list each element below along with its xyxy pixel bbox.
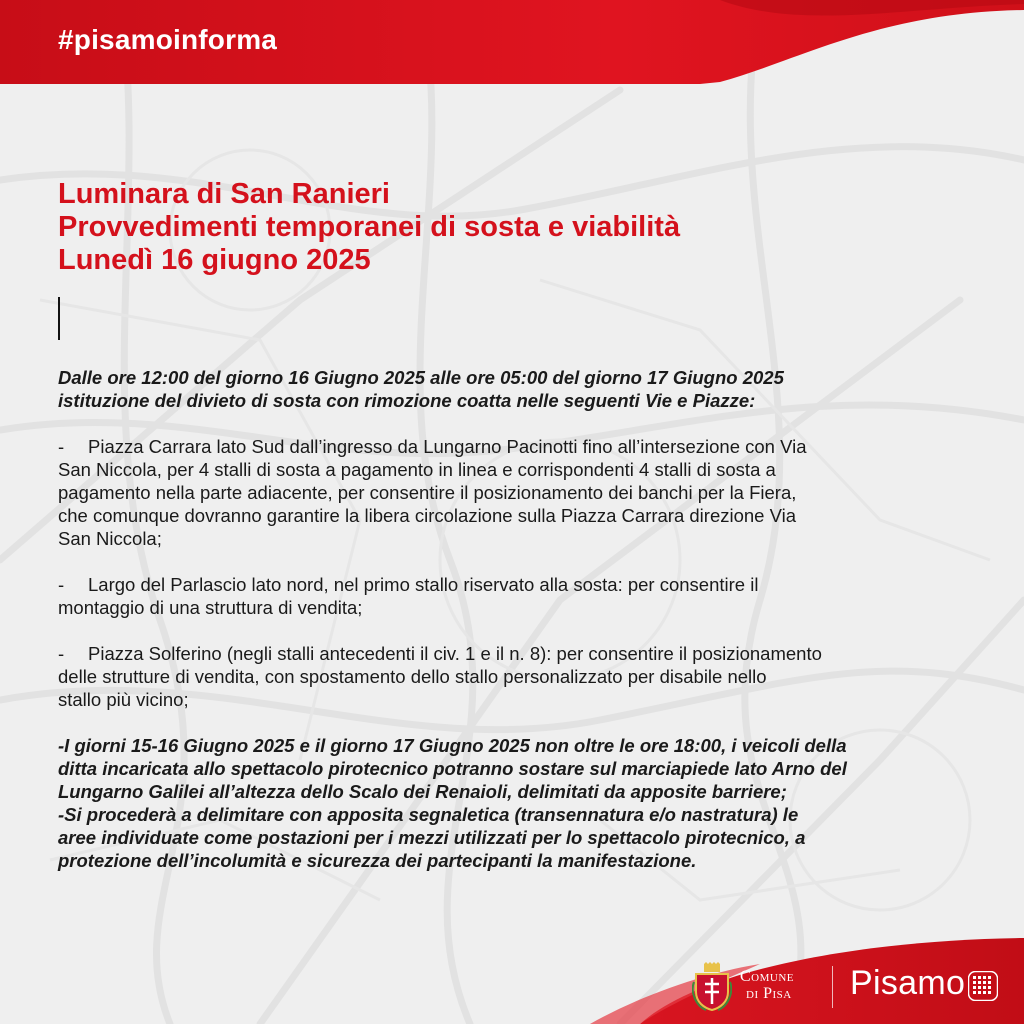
pisamo-grid-icon — [968, 971, 998, 1001]
text-line: che comunque dovranno garantire la libera circolazione sulla Piazza Carrara direzione Via — [58, 505, 797, 526]
text-line: aree individuate come postazioni per i mezzi utilizzati per lo spettacolo pirotecnico, a — [58, 827, 806, 848]
bullet-dash: - — [58, 574, 65, 595]
text-line: Piazza Carrara lato Sud dall’ingresso da Lungarno Pacinotti fino all’intersezione con Via — [88, 436, 807, 457]
text-line: delle strutture di vendita, con spostamento dello stallo personalizzato per disabile nello — [58, 666, 767, 687]
vertical-divider — [58, 297, 60, 340]
text-line: ditta incaricata allo spettacolo pirotecnico potranno sostare sul marciapiede lato Arno del — [58, 758, 847, 779]
notice-body — [58, 366, 968, 872]
intro-paragraph — [58, 366, 968, 412]
text-line: Piazza Solferino (negli stalli antecedenti il civ. 1 e il n. 8): per consentire il posizionamento — [88, 643, 822, 664]
title-line: Luminara di San Ranieri — [58, 178, 390, 210]
text-line: San Niccola, per 4 stalli di sosta a pagamento in linea e corrispondenti 4 stalli di sosta a — [58, 459, 776, 480]
list-item — [58, 573, 968, 619]
text-line: protezione dell’incolumità e sicurezza dei partecipanti la manifestazione. — [58, 850, 697, 871]
bullet-dash: - — [58, 436, 65, 457]
title-line: Lunedì 16 giugno 2025 — [58, 244, 371, 276]
text-line: stallo più vicino; — [58, 689, 189, 710]
comune-line: Comune — [740, 968, 795, 985]
comune-line: di Pisa — [746, 985, 792, 1002]
hashtag-label: #pisamoinforma — [58, 24, 278, 55]
text-line: Largo del Parlascio lato nord, nel primo stallo riservato alla sosta: per consentire il — [88, 574, 759, 595]
logo-separator — [832, 966, 833, 1008]
list-item — [58, 435, 968, 550]
pisa-coat-of-arms-icon — [692, 962, 732, 1012]
bullet-dash: - — [58, 643, 65, 664]
text-line: Lungarno Galilei all’altezza dello Scalo dei Renaioli, delimitati da apposite barriere; — [58, 781, 787, 802]
page-title — [58, 178, 680, 277]
notes-paragraph — [58, 734, 968, 872]
text-line: montaggio di una struttura di vendita; — [58, 597, 363, 618]
text-line: istituzione del divieto di sosta con rimozione coatta nelle seguenti Vie e Piazze: — [58, 390, 756, 411]
pisamo-brand: Pisamo — [850, 964, 966, 1002]
title-line: Provvedimenti temporanei di sosta e viabilità — [58, 211, 681, 243]
text-line: -I giorni 15-16 Giugno 2025 e il giorno 17 Giugno 2025 non oltre le ore 18:00, i veicoli della — [58, 735, 847, 756]
text-line: Dalle ore 12:00 del giorno 16 Giugno 2025 alle ore 05:00 del giorno 17 Giugno 2025 — [58, 367, 784, 388]
comune-di-pisa-wordmark — [740, 968, 794, 1002]
text-line: San Niccola; — [58, 528, 162, 549]
text-line: -Si procederà a delimitare con apposita segnaletica (transennatura e/o nastratura) le — [58, 804, 799, 825]
text-line: pagamento nella parte adiacente, per consentire il posizionamento dei banchi per la Fiera, — [58, 482, 797, 503]
list-item — [58, 642, 968, 711]
